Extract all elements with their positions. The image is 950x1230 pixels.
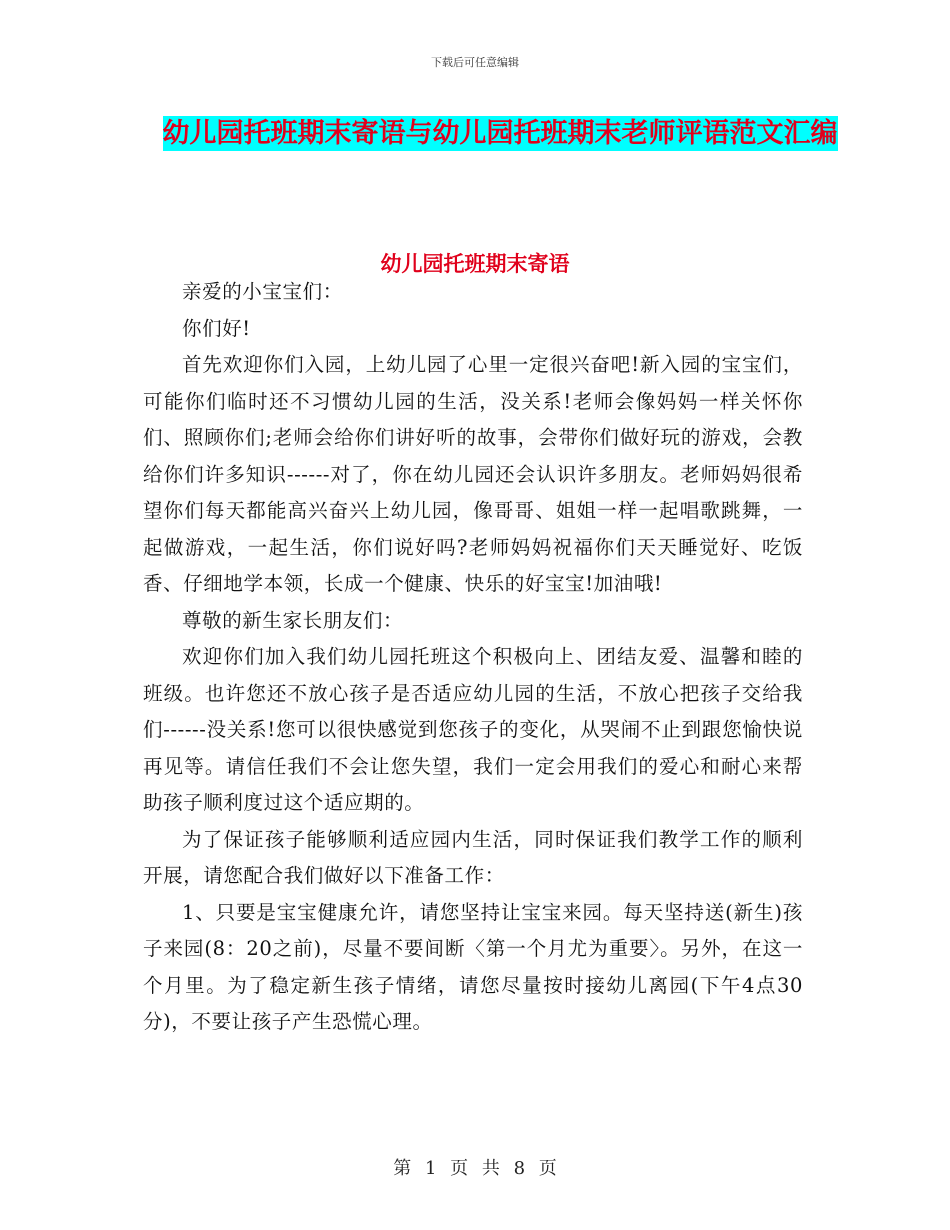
document-body bbox=[143, 274, 803, 1041]
paragraph-item-1: 1、只要是宝宝健康允许，请您坚持让宝宝来园。每天坚持送(新生)孩子来园(8：20之前)，尽量不要间断〈第一个月尤为重要〉。另外，在这一个月里。为了稳定新生孩子情绪，请您尽量按时接幼儿离园(下午4点30分)，不要让孩子产生恐慌心理。 bbox=[143, 900, 803, 1033]
document-title bbox=[140, 110, 860, 158]
paragraph-preparation-intro: 为了保证孩子能够顺利适应园内生活，同时保证我们教学工作的顺利开展，请您配合我们做好以下准备工作： bbox=[143, 827, 803, 887]
page-footer: 第 1 页 共 8 页 bbox=[393, 1158, 557, 1179]
greeting: 你们好! bbox=[182, 316, 251, 340]
salutation-parents: 尊敬的新生家长朋友们： bbox=[182, 608, 404, 632]
document-title-text: 幼儿园托班期末寄语与幼儿园托班期末老师评语范文汇编 bbox=[162, 118, 838, 149]
header-note: 下载后可任意编辑 bbox=[431, 56, 519, 69]
salutation-children: 亲爱的小宝宝们： bbox=[182, 280, 343, 303]
paragraph-welcome-children: 首先欢迎你们入园，上幼儿园了心里一定很兴奋吧!新入园的宝宝们，可能你们临时还不习惯幼儿园的生活，没关系!老师会像妈妈一样关怀你们、照顾你们;老师会给你们讲好听的故事，会带你们做好玩的游戏，会教给你们许多知识------对了，你在幼儿园还会认识许多朋友。老师妈妈很希望你们每天都能高兴奋兴上幼儿园，像哥哥、姐姐一样一起唱歌跳舞，一起做游戏，一起生活，你们说好吗?老师妈妈祝福你们天天睡觉好、吃饭香、仔细地学本领，长成一个健康、快乐的好宝宝!加油哦! bbox=[143, 353, 803, 595]
section-title: 幼儿园托班期末寄语 bbox=[380, 252, 570, 276]
paragraph-welcome-parents: 欢迎你们加入我们幼儿园托班这个积极向上、团结友爱、温馨和睦的班级。也许您还不放心孩子是否适应幼儿园的生活，不放心把孩子交给我们------没关系!您可以很快感觉到您孩子的变化，从哭闹不止到跟您愉快说再见等。请信任我们不会让您失望，我们一定会用我们的爱心和耐心来帮助孩子顺利度过这个适应期的。 bbox=[143, 645, 803, 814]
